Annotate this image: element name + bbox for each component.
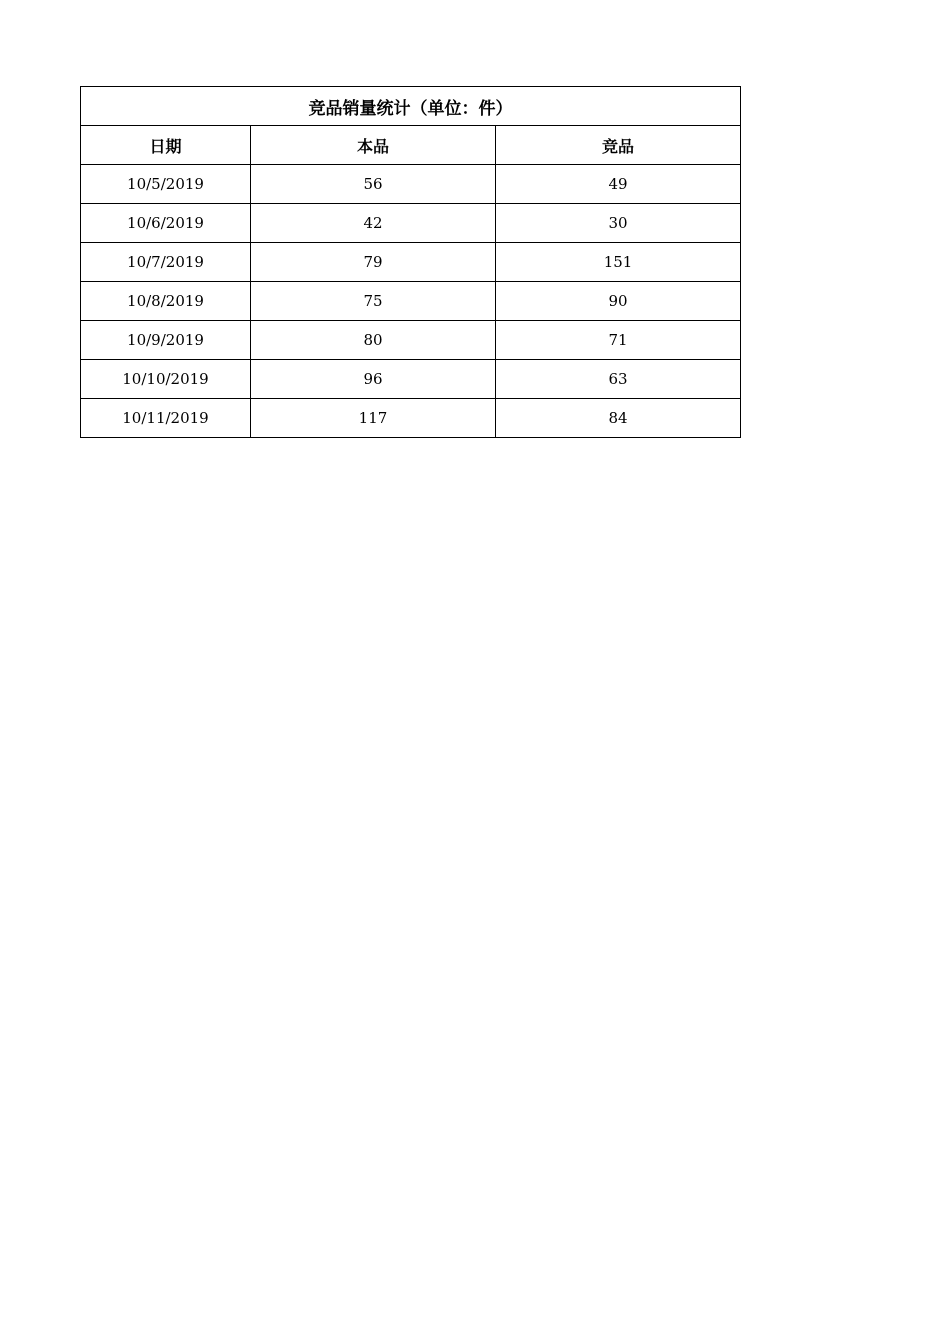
own-sales-cell[interactable]: 42 (251, 204, 496, 243)
table-row (81, 399, 741, 438)
competitor-sales-cell[interactable]: 71 (496, 321, 741, 360)
header-date[interactable]: 日期 (81, 126, 251, 165)
table-row (81, 204, 741, 243)
header-own-product[interactable]: 本品 (251, 126, 496, 165)
date-cell[interactable]: 10/10/2019 (81, 360, 251, 399)
date-cell[interactable]: 10/11/2019 (81, 399, 251, 438)
own-sales-cell[interactable]: 117 (251, 399, 496, 438)
header-row (81, 126, 741, 165)
own-sales-cell[interactable]: 79 (251, 243, 496, 282)
date-cell[interactable]: 10/7/2019 (81, 243, 251, 282)
own-sales-cell[interactable]: 75 (251, 282, 496, 321)
date-cell[interactable]: 10/8/2019 (81, 282, 251, 321)
spreadsheet-area (80, 86, 740, 438)
competitor-sales-cell[interactable]: 63 (496, 360, 741, 399)
own-sales-cell[interactable]: 56 (251, 165, 496, 204)
competitor-sales-cell[interactable]: 90 (496, 282, 741, 321)
table-row (81, 321, 741, 360)
date-cell[interactable]: 10/5/2019 (81, 165, 251, 204)
table-row (81, 360, 741, 399)
competitor-sales-cell[interactable]: 151 (496, 243, 741, 282)
sales-table (80, 86, 741, 438)
own-sales-cell[interactable]: 80 (251, 321, 496, 360)
competitor-sales-cell[interactable]: 84 (496, 399, 741, 438)
date-cell[interactable]: 10/9/2019 (81, 321, 251, 360)
table-row (81, 165, 741, 204)
date-cell[interactable]: 10/6/2019 (81, 204, 251, 243)
competitor-sales-cell[interactable]: 30 (496, 204, 741, 243)
table-title[interactable]: 竞品销量统计（单位：件） (81, 87, 741, 126)
table-row (81, 243, 741, 282)
title-row (81, 87, 741, 126)
competitor-sales-cell[interactable]: 49 (496, 165, 741, 204)
header-competitor[interactable]: 竞品 (496, 126, 741, 165)
own-sales-cell[interactable]: 96 (251, 360, 496, 399)
table-row (81, 282, 741, 321)
